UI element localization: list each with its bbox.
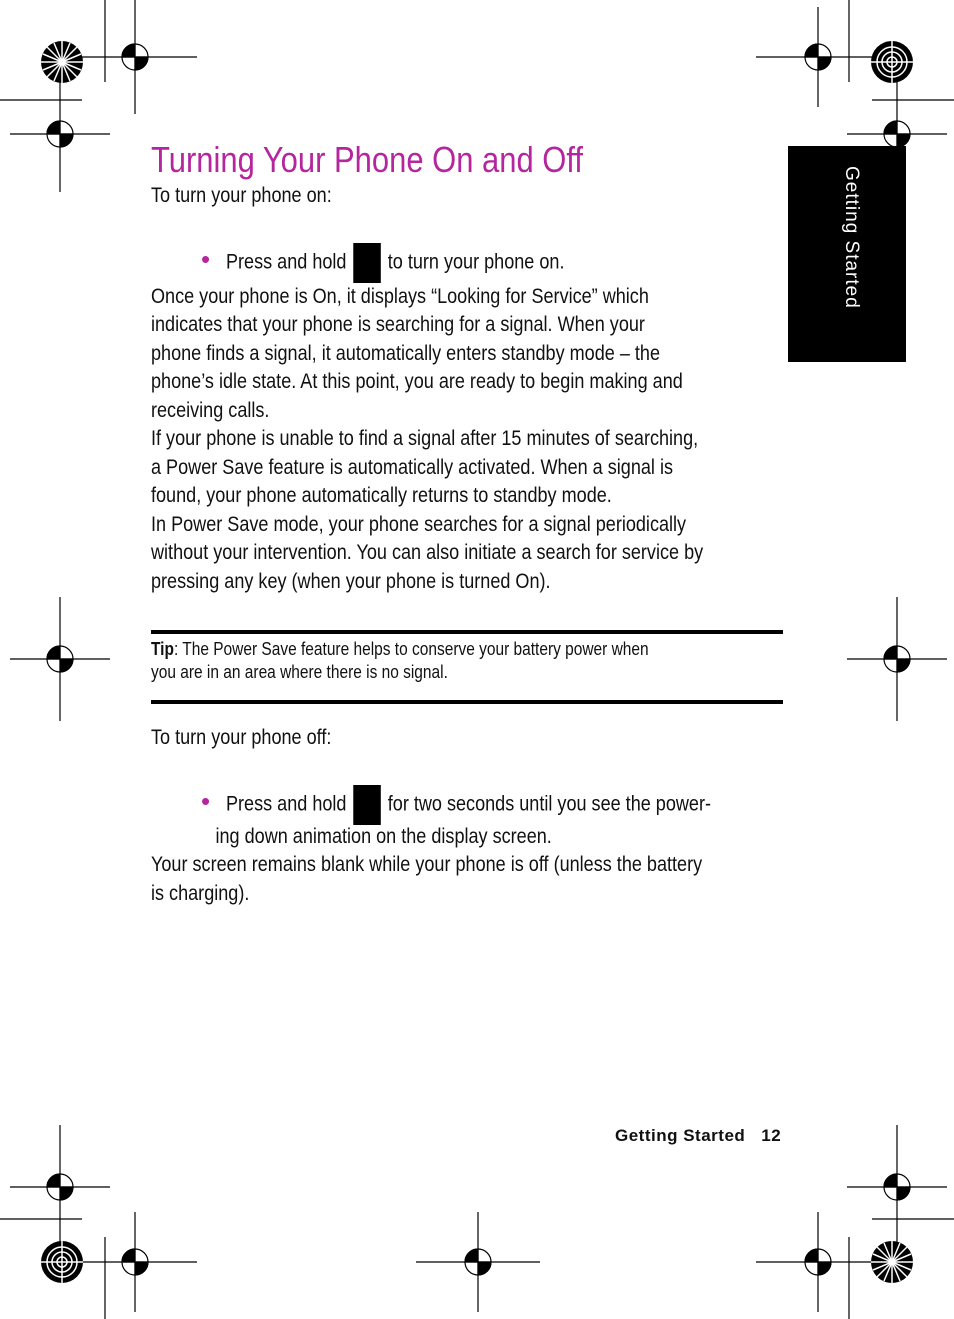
tip-label: Tip [151,639,174,659]
paragraph-screen-blank: Your screen remains blank while your phone is off (unless the battery is charging). [151,853,703,905]
section-tab [788,146,906,362]
paragraph-power-save-mode: In Power Save mode, your phone searches for a signal periodically without your intervention. You can also initiate a search for service by pressing any key (when your phone is turned On). [151,512,704,593]
turn-on-bullet-before: Press and hold [226,250,347,274]
bullet-dot-icon: • [201,785,211,816]
tip-box [151,630,783,704]
page-content [151,138,783,908]
bullet-dot-icon: • [201,243,211,274]
page-number: 12 [761,1126,782,1145]
turn-off-bullet-cont: ing down animation on the display screen. [215,824,552,848]
turn-on-bullet [151,243,783,283]
paragraph-looking-for-service: Once your phone is On, it displays “Looking for Service” which indicates that your phone is searching for a signal. When your phone finds a signal, it automatically enters standby mode – the phone’s idle state. At this point, you are ready to begin making and receiving calls. [151,284,683,422]
turn-off-intro: To turn your phone off: [151,726,332,749]
section-tab-label: Getting Started [841,166,862,309]
power-key-icon [353,243,381,283]
page-title: Turning Your Phone On and Off [151,139,584,180]
turn-on-intro: To turn your phone on: [151,184,332,207]
tip-text-cont: you are in an area where there is no signal. [151,662,448,682]
turn-off-bullet-before: Press and hold [226,792,347,816]
turn-off-bullet [151,785,783,825]
turn-on-bullet-after: to turn your phone on. [387,250,565,274]
page-footer [615,1126,781,1146]
tip-text: : The Power Save feature helps to conserve your battery power when [173,639,649,659]
paragraph-power-save: If your phone is unable to find a signal after 15 minutes of searching, a Power Save feature is automatically activated. When a signal is found, your phone automatically returns to standby mode. [151,427,699,507]
footer-section: Getting Started [615,1126,746,1145]
power-key-icon [353,785,381,825]
turn-off-bullet-after: for two seconds until you see the power- [387,792,712,816]
